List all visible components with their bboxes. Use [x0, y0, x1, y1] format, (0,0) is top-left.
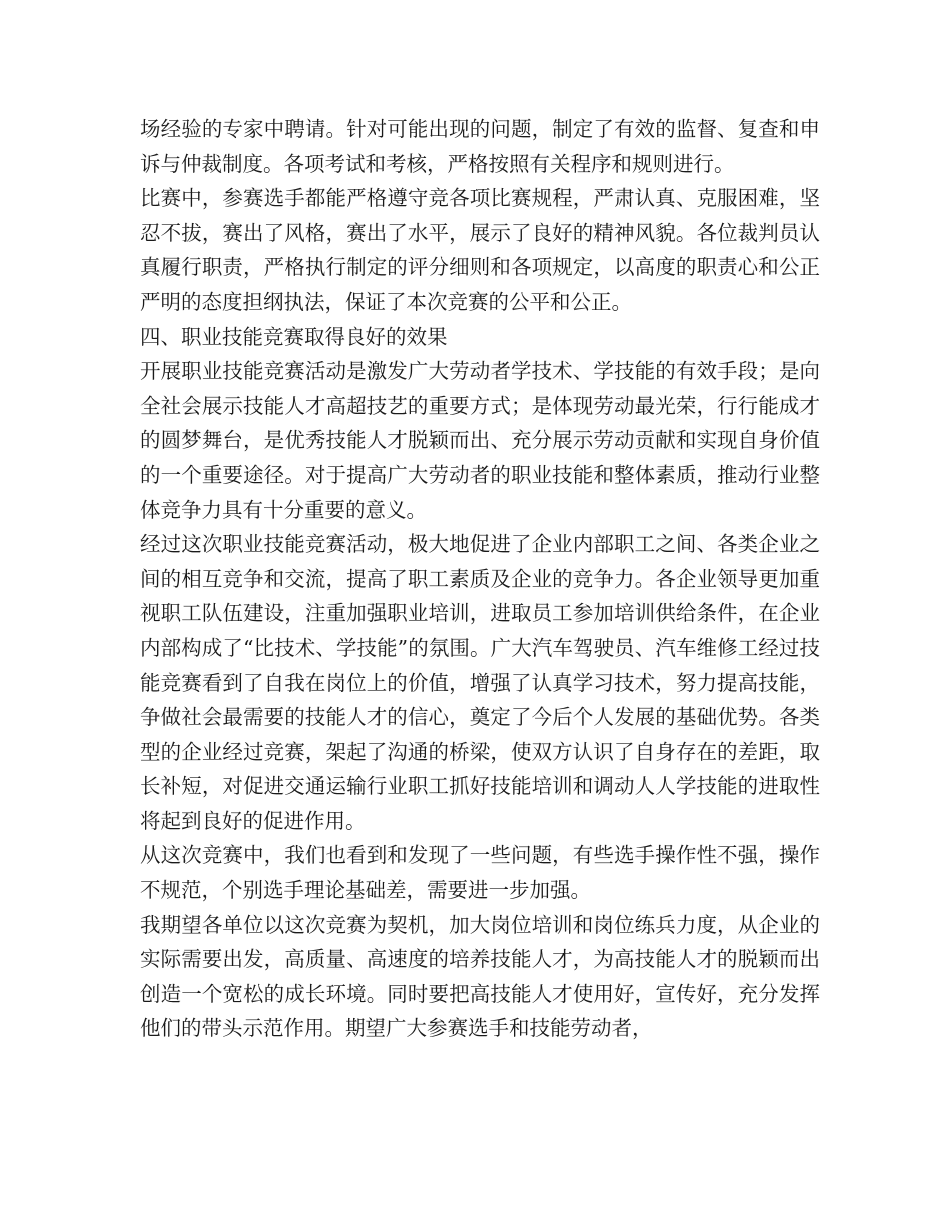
paragraph-continuation: 场经验的专家中聘请。针对可能出现的问题，制定了有效的监督、复查和申诉与仲裁制度。各项考试和考核，严格按照有关程序和规则进行。	[140, 117, 820, 176]
paragraph-expectations: 我期望各单位以这次竞赛为契机，加大岗位培训和岗位练兵力度，从企业的实际需要出发，高质量、高速度的培养技能人才，为高技能人才的脱颖而出创造一个宽松的成长环境。同时要把高技能人才使用好，宣传好，充分发挥他们的带头示范作用。期望广大参赛选手和技能劳动者，	[140, 912, 820, 1041]
paragraph-effects: 经过这次职业技能竞赛活动，极大地促进了企业内部职工之间、各类企业之间的相互竞争和交流，提高了职工素质及企业的竞争力。各企业领导更加重视职工队伍建设，注重加强职业培训，进取员工参加培训供给条件，在企业内部构成了“比技术、学技能”的氛围。广大汽车驾驶员、汽车维修工经过技能竞赛看到了自我在岗位上的价值，增强了认真学习技术，努力提高技能，争做社会最需要的技能人才的信心，奠定了今后个人发展的基础优势。各类型的企业经过竞赛，架起了沟通的桥梁，使双方认识了自身存在的差距，取长补短，对促进交通运输行业职工抓好技能培训和调动人人学技能的进取性将起到良好的促进作用。	[140, 532, 820, 833]
paragraph-significance: 开展职业技能竞赛活动是激发广大劳动者学技术、学技能的有效手段；是向全社会展示技能人才高超技艺的重要方式；是体现劳动最光荣，行行能成才的圆梦舞台，是优秀技能人才脱颖而出、充分展示劳动贡献和实现自身价值的一个重要途径。对于提高广大劳动者的职业技能和整体素质，推动行业整体竞争力具有十分重要的意义。	[140, 359, 820, 522]
section-heading: 四、职业技能竞赛取得良好的效果	[140, 324, 448, 349]
paragraph-problems: 从这次竞赛中，我们也看到和发现了一些问题，有些选手操作性不强，操作不规范，个别选手理论基础差，需要进一步加强。	[140, 843, 820, 903]
document-body	[140, 112, 820, 1046]
paragraph-competition: 比赛中，参赛选手都能严格遵守竞各项比赛规程，严肃认真、克服困难，坚忍不拔，赛出了风格，赛出了水平，展示了良好的精神风貌。各位裁判员认真履行职责，严格执行制定的评分细则和各项规定，以高度的职责心和公正严明的态度担纲执法，保证了本次竞赛的公平和公正。	[140, 186, 820, 314]
